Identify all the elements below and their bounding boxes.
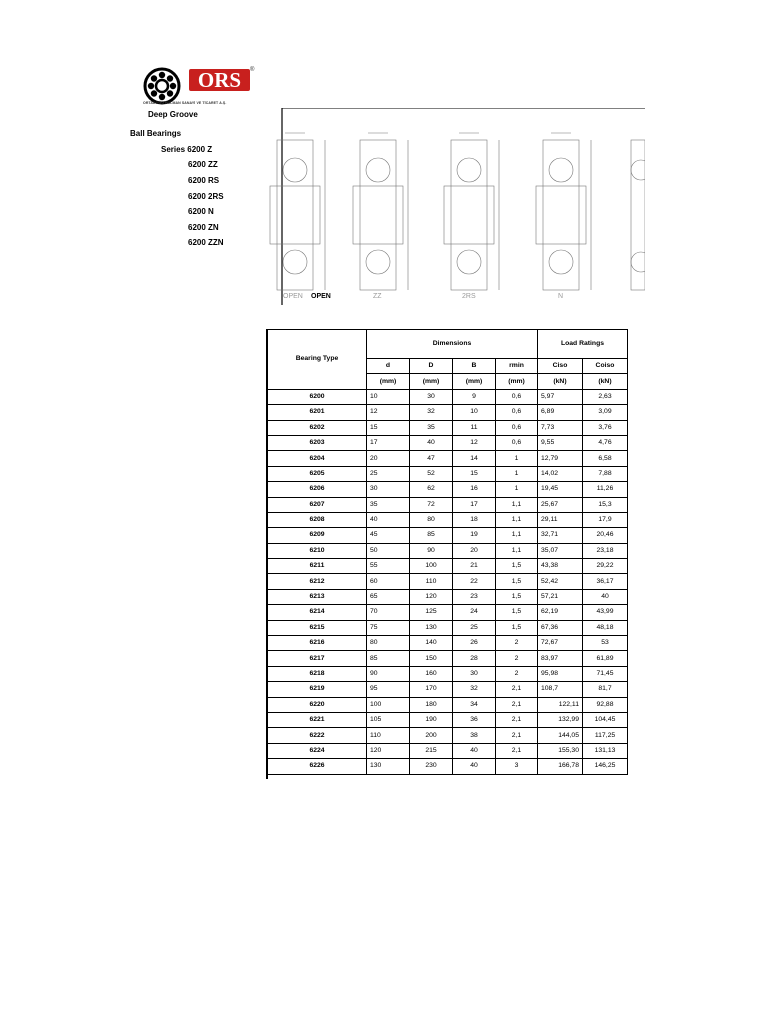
dimensions-header: Dimensions [367, 330, 538, 359]
table-cell: 62,19 [538, 605, 583, 620]
table-cell: 25 [367, 466, 410, 481]
table-row [268, 589, 628, 604]
table-cell: 160 [410, 666, 453, 681]
table-cell: 9,55 [538, 435, 583, 450]
table-cell: 43,38 [538, 559, 583, 574]
table-cell: 155,30 [538, 743, 583, 758]
table-cell: 24 [453, 605, 496, 620]
table-cell: 52,42 [538, 574, 583, 589]
series-item: 6200 ZZ [188, 160, 218, 169]
table-cell: 48,18 [583, 620, 628, 635]
table-cell: 0,6 [496, 435, 538, 450]
table-cell: 230 [410, 759, 453, 774]
table-cell: 2 [496, 666, 538, 681]
table-row [268, 451, 628, 466]
table-cell: 150 [410, 651, 453, 666]
table-cell: 0,6 [496, 389, 538, 404]
table-cell: 26 [453, 636, 496, 651]
table-cell: 3,09 [583, 405, 628, 420]
bearing-type-cell: 6201 [268, 405, 367, 420]
table-cell: 12 [367, 405, 410, 420]
table-row [268, 636, 628, 651]
table-row [268, 620, 628, 635]
table-cell: 215 [410, 743, 453, 758]
table-cell: 30 [410, 389, 453, 404]
bearing-type-cell: 6219 [268, 682, 367, 697]
table-cell: 95 [367, 682, 410, 697]
table-cell: 1,1 [496, 512, 538, 527]
table-cell: 12 [453, 435, 496, 450]
table-row [268, 512, 628, 527]
col-header: d [367, 359, 410, 374]
table-cell: 71,45 [583, 666, 628, 681]
table-cell: 1,5 [496, 559, 538, 574]
table-cell: 2 [496, 636, 538, 651]
table-cell: 7,73 [538, 420, 583, 435]
table-cell: 19,45 [538, 482, 583, 497]
table-cell: 17 [453, 497, 496, 512]
table-cell: 21 [453, 559, 496, 574]
table-row [268, 605, 628, 620]
bearing-type-cell: 6200 [268, 389, 367, 404]
bearing-type-cell: 6220 [268, 697, 367, 712]
table-cell: 100 [367, 697, 410, 712]
table-cell: 35,07 [538, 543, 583, 558]
col-header: B [453, 359, 496, 374]
series-item: 6200 N [188, 207, 214, 216]
table-cell: 80 [410, 512, 453, 527]
table-cell: 117,25 [583, 728, 628, 743]
col-header: Coiso [583, 359, 628, 374]
table-row [268, 543, 628, 558]
table-cell: 32 [410, 405, 453, 420]
logo-tagline: ORTADOĞU RULMAN SANAYİ VE TİCARET A.Ş. [143, 101, 227, 105]
table-cell: 105 [367, 712, 410, 727]
table-cell: 5,97 [538, 389, 583, 404]
table-cell: 9 [453, 389, 496, 404]
col-header: D [410, 359, 453, 374]
table-cell: 1 [496, 482, 538, 497]
table-cell: 11 [453, 420, 496, 435]
table-cell: 166,78 [538, 759, 583, 774]
table-cell: 92,88 [583, 697, 628, 712]
logo-wordmark: ORS [189, 69, 250, 91]
table-cell: 53 [583, 636, 628, 651]
table-cell: 40 [453, 759, 496, 774]
table-row [268, 666, 628, 681]
unit-cell: (mm) [496, 374, 538, 389]
table-cell: 30 [453, 666, 496, 681]
table-cell: 36 [453, 712, 496, 727]
table-cell: 19 [453, 528, 496, 543]
unit-cell: (kN) [583, 374, 628, 389]
series-item: 6200 ZN [188, 223, 219, 232]
table-cell: 35 [410, 420, 453, 435]
table-row [268, 743, 628, 758]
table-cell: 15 [367, 420, 410, 435]
table-cell: 60 [367, 574, 410, 589]
table-cell: 2,1 [496, 697, 538, 712]
table-row [268, 697, 628, 712]
table-cell: 23 [453, 589, 496, 604]
table-cell: 15,3 [583, 497, 628, 512]
table-cell: 20 [453, 543, 496, 558]
unit-cell: (mm) [410, 374, 453, 389]
table-cell: 47 [410, 451, 453, 466]
table-cell: 170 [410, 682, 453, 697]
table-row [268, 466, 628, 481]
table-cell: 2,63 [583, 389, 628, 404]
table-cell: 1 [496, 451, 538, 466]
table-row [268, 574, 628, 589]
table-cell: 20,46 [583, 528, 628, 543]
bearing-type-cell: 6226 [268, 759, 367, 774]
table-cell: 67,36 [538, 620, 583, 635]
table-cell: 6,89 [538, 405, 583, 420]
table-cell: 10 [453, 405, 496, 420]
table-cell: 30 [367, 482, 410, 497]
bearing-type-cell: 6209 [268, 528, 367, 543]
table-cell: 1,1 [496, 528, 538, 543]
table-row [268, 559, 628, 574]
table-cell: 36,17 [583, 574, 628, 589]
table-cell: 200 [410, 728, 453, 743]
bearing-type-cell: 6214 [268, 605, 367, 620]
table-cell: 38 [453, 728, 496, 743]
table-cell: 55 [367, 559, 410, 574]
table-cell: 15 [453, 466, 496, 481]
table-cell: 81,7 [583, 682, 628, 697]
bearing-type-cell: 6205 [268, 466, 367, 481]
series-item: 6200 ZZN [188, 238, 224, 247]
table-cell: 83,97 [538, 651, 583, 666]
series-item: Series 6200 Z [161, 145, 213, 154]
series-item: 6200 2RS [188, 192, 224, 201]
table-cell: 120 [410, 589, 453, 604]
table-cell: 130 [367, 759, 410, 774]
bearing-technical-drawing [265, 108, 645, 308]
series-item: 6200 RS [188, 176, 220, 185]
bearing-type-cell: 6222 [268, 728, 367, 743]
bearing-type-cell: 6216 [268, 636, 367, 651]
table-cell: 40 [453, 743, 496, 758]
table-cell: 2,1 [496, 728, 538, 743]
table-cell: 22 [453, 574, 496, 589]
drawing-label: ZZ [373, 293, 382, 300]
bearing-type-cell: 6211 [268, 559, 367, 574]
bearing-spec-table [268, 329, 628, 775]
table-row [268, 759, 628, 774]
table-cell: 23,18 [583, 543, 628, 558]
table-row [268, 712, 628, 727]
table-cell: 3 [496, 759, 538, 774]
table-row [268, 728, 628, 743]
table-cell: 2,1 [496, 743, 538, 758]
table-cell: 1,5 [496, 620, 538, 635]
table-cell: 3,76 [583, 420, 628, 435]
table-cell: 7,88 [583, 466, 628, 481]
table-cell: 17,9 [583, 512, 628, 527]
drawing-label: N [558, 293, 564, 300]
table-cell: 25,67 [538, 497, 583, 512]
bearing-type-cell: 6215 [268, 620, 367, 635]
title-line-2: Ball Bearings [130, 129, 182, 138]
bearing-type-cell: 6206 [268, 482, 367, 497]
table-cell: 43,99 [583, 605, 628, 620]
table-cell: 110 [410, 574, 453, 589]
table-cell: 131,13 [583, 743, 628, 758]
unit-cell: (mm) [367, 374, 410, 389]
table-row [268, 497, 628, 512]
table-cell: 29,22 [583, 559, 628, 574]
table-cell: 1 [496, 466, 538, 481]
table-row [268, 405, 628, 420]
table-cell: 2 [496, 651, 538, 666]
table-cell: 34 [453, 697, 496, 712]
table-cell: 1,5 [496, 574, 538, 589]
table-cell: 132,99 [538, 712, 583, 727]
load-ratings-header: Load Ratings [538, 330, 628, 359]
table-cell: 20 [367, 451, 410, 466]
table-cell: 17 [367, 435, 410, 450]
table-cell: 0,6 [496, 420, 538, 435]
table-cell: 72,67 [538, 636, 583, 651]
table-cell: 6,58 [583, 451, 628, 466]
table-cell: 0,6 [496, 405, 538, 420]
table-cell: 120 [367, 743, 410, 758]
table-cell: 2,1 [496, 682, 538, 697]
table-cell: 61,89 [583, 651, 628, 666]
bearing-type-cell: 6210 [268, 543, 367, 558]
table-cell: 70 [367, 605, 410, 620]
table-cell: 90 [367, 666, 410, 681]
table-cell: 146,25 [583, 759, 628, 774]
table-cell: 52 [410, 466, 453, 481]
table-header-row [268, 330, 628, 359]
registered-mark: ® [250, 67, 255, 73]
table-cell: 72 [410, 497, 453, 512]
table-row [268, 651, 628, 666]
title-line-1: Deep Groove [148, 110, 198, 119]
table-cell: 11,26 [583, 482, 628, 497]
table-cell: 10 [367, 389, 410, 404]
table-row [268, 482, 628, 497]
bearing-type-cell: 6203 [268, 435, 367, 450]
table-cell: 62 [410, 482, 453, 497]
table-cell: 1,1 [496, 543, 538, 558]
bearing-wheel-icon [143, 67, 181, 105]
table-cell: 85 [410, 528, 453, 543]
table-cell: 40 [367, 512, 410, 527]
table-cell: 90 [410, 543, 453, 558]
table-cell: 108,7 [538, 682, 583, 697]
table-cell: 14 [453, 451, 496, 466]
table-cell: 110 [367, 728, 410, 743]
col-header: rmin [496, 359, 538, 374]
table-cell: 57,21 [538, 589, 583, 604]
table-cell: 32 [453, 682, 496, 697]
table-cell: 65 [367, 589, 410, 604]
unit-cell: (kN) [538, 374, 583, 389]
table-cell: 40 [410, 435, 453, 450]
bearing-type-cell: 6224 [268, 743, 367, 758]
table-cell: 2,1 [496, 712, 538, 727]
table-cell: 1,1 [496, 497, 538, 512]
table-cell: 80 [367, 636, 410, 651]
table-cell: 100 [410, 559, 453, 574]
bearing-type-cell: 6217 [268, 651, 367, 666]
table-cell: 50 [367, 543, 410, 558]
bearing-type-cell: 6202 [268, 420, 367, 435]
table-cell: 75 [367, 620, 410, 635]
bearing-type-cell: 6213 [268, 589, 367, 604]
table-cell: 190 [410, 712, 453, 727]
table-row [268, 420, 628, 435]
table-cell: 95,98 [538, 666, 583, 681]
table-cell: 32,71 [538, 528, 583, 543]
table-row [268, 435, 628, 450]
bearing-type-cell: 6221 [268, 712, 367, 727]
table-cell: 28 [453, 651, 496, 666]
table-cell: 35 [367, 497, 410, 512]
bearing-type-cell: 6204 [268, 451, 367, 466]
table-cell: 29,11 [538, 512, 583, 527]
table-cell: 125 [410, 605, 453, 620]
table-cell: 1,5 [496, 605, 538, 620]
bearing-type-cell: 6218 [268, 666, 367, 681]
table-cell: 1,5 [496, 589, 538, 604]
table-row [268, 528, 628, 543]
drawing-label: 2RS [462, 293, 476, 300]
table-cell: 4,76 [583, 435, 628, 450]
bearing-type-cell: 6212 [268, 574, 367, 589]
table-cell: 130 [410, 620, 453, 635]
table-cell: 25 [453, 620, 496, 635]
table-cell: 14,02 [538, 466, 583, 481]
bearing-type-cell: 6208 [268, 512, 367, 527]
table-cell: 40 [583, 589, 628, 604]
table-row [268, 682, 628, 697]
table-cell: 144,05 [538, 728, 583, 743]
bearing-type-header: Bearing Type [268, 330, 367, 390]
table-cell: 12,79 [538, 451, 583, 466]
table-cell: 16 [453, 482, 496, 497]
table-cell: 104,45 [583, 712, 628, 727]
table-cell: 18 [453, 512, 496, 527]
ors-logo [143, 67, 255, 107]
table-cell: 45 [367, 528, 410, 543]
bearing-type-cell: 6207 [268, 497, 367, 512]
table-row [268, 389, 628, 404]
table-cell: 122,11 [538, 697, 583, 712]
table-cell: 85 [367, 651, 410, 666]
table-cell: 140 [410, 636, 453, 651]
open-caption: OPEN [311, 293, 331, 300]
col-header: Ciso [538, 359, 583, 374]
table-cell: 180 [410, 697, 453, 712]
unit-cell: (mm) [453, 374, 496, 389]
drawing-label: OPEN [283, 293, 303, 300]
